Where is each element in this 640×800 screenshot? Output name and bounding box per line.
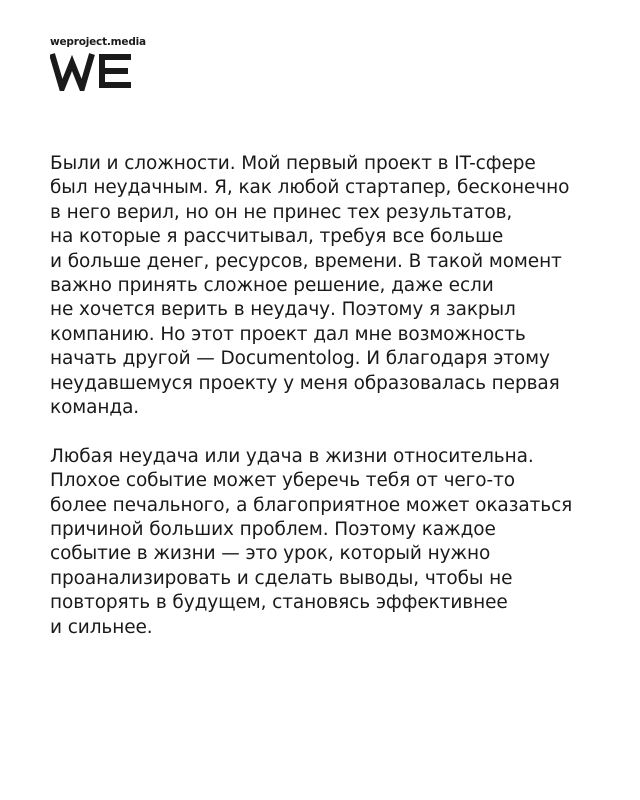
text-line: Плохое событие может уберечь тебя от чего-то xyxy=(50,470,515,492)
text-line: важно принять сложное решение, даже если xyxy=(50,275,494,297)
text-line: и больше денег, ресурсов, времени. В такой момент xyxy=(50,250,562,272)
text-line: команда. xyxy=(50,397,140,419)
paragraph-1 xyxy=(50,152,610,420)
text-line: более печального, а благоприятное может оказаться xyxy=(50,494,573,516)
text-line: проанализировать и сделать выводы, чтобы не xyxy=(50,567,513,589)
brand-domain: weproject.media xyxy=(50,36,146,48)
text-line: Любая неудача или удача в жизни относительна. xyxy=(50,445,534,467)
text-line: компанию. Но этот проект дал мне возможность xyxy=(50,323,526,345)
text-line: Были и сложности. Мой первый проект в IT-сфере xyxy=(50,153,536,174)
article-body xyxy=(50,152,610,640)
brand-block xyxy=(50,36,170,91)
text-line: и сильнее. xyxy=(50,616,153,638)
text-line: на которые я рассчитывал, требуя все больше xyxy=(50,226,504,248)
text-line: событие в жизни — это урок, который нужно xyxy=(50,543,491,565)
we-logo xyxy=(50,51,134,91)
text-line: причиной больших проблем. Поэтому каждое xyxy=(50,519,496,541)
text-line: начать другой — Documentolog. И благодаря этому xyxy=(50,348,550,370)
text-line: в него верил, но он не принес тех результатов, xyxy=(50,201,513,223)
text-line: неудавшемуся проекту у меня образовалась первая xyxy=(50,372,560,394)
text-line: не хочется верить в неудачу. Поэтому я закрыл xyxy=(50,299,516,321)
text-line: был неудачным. Я, как любой стартапер, бесконечно xyxy=(50,177,570,199)
paragraph-2 xyxy=(50,445,610,640)
text-line: повторять в будущем, становясь эффективнее xyxy=(50,592,508,614)
